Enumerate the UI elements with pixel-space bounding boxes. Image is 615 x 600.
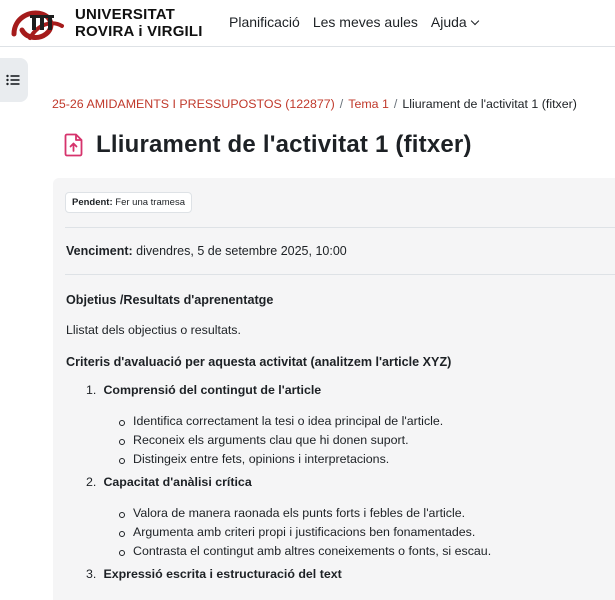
nav-link-les-meves-aules[interactable]: Les meves aules xyxy=(312,14,418,30)
criteria-heading: Criteris d'avaluació per aquesta activitat (analitzem l'article XYZ) xyxy=(66,355,452,369)
page-title: Lliurament de l'activitat 1 (fitxer) xyxy=(96,131,472,158)
list-icon xyxy=(6,74,20,86)
objectives-heading: Objetius /Resultats d'aprenentatge xyxy=(66,293,274,307)
primary-navigation xyxy=(229,14,478,30)
due-value: divendres, 5 de setembre 2025, 10:00 xyxy=(136,244,347,258)
criterion-subitems xyxy=(133,412,615,469)
criterion-subitems xyxy=(133,504,615,561)
breadcrumb-section[interactable]: Tema 1 xyxy=(348,97,389,111)
status-text: Fer una tramesa xyxy=(115,197,185,208)
criterion-item xyxy=(86,565,615,583)
objectives-intro: Llistat dels objectius o resultats. xyxy=(66,323,241,337)
ajuda-label: Ajuda xyxy=(430,14,467,30)
criterion-title-text: Comprensió del contingut de l'article xyxy=(103,383,322,397)
status-label: Pendent: xyxy=(72,197,113,208)
list-item: Contrasta el contingut amb altres coneixements o fonts, si escau. xyxy=(133,542,615,561)
breadcrumb-separator: / xyxy=(393,97,398,111)
breadcrumb-separator: / xyxy=(339,97,344,111)
page-header xyxy=(64,131,472,159)
breadcrumb-current: Lliurament de l'activitat 1 (fitxer) xyxy=(402,97,577,111)
list-item: Valora de manera raonada els punts forts i febles de l'article. xyxy=(133,504,615,523)
divider xyxy=(65,274,615,275)
due-date xyxy=(66,244,347,258)
activity-panel xyxy=(53,178,615,600)
breadcrumb-course[interactable]: 25-26 AMIDAMENTS I PRESSUPOSTOS (122877) xyxy=(52,97,335,111)
list-item: Identifica correctament la tesi o idea principal de l'article. xyxy=(133,412,615,431)
criterion-title xyxy=(86,381,615,399)
criterion-title-text: Expressió escrita i estructuració del text xyxy=(103,567,342,581)
criterion-title xyxy=(86,565,615,583)
brand-line-1: UNIVERSITAT xyxy=(75,6,175,23)
criterion-item xyxy=(86,381,615,469)
nav-link-planificacio[interactable]: Planificació xyxy=(229,14,300,30)
criteria-list xyxy=(88,381,615,583)
completion-status xyxy=(65,192,192,213)
chevron-down-icon xyxy=(470,17,478,25)
criterion-number: 1. xyxy=(86,383,97,397)
list-item: Argumenta amb criteri propi i justificacions ben fonamentades. xyxy=(133,523,615,542)
activity-description xyxy=(66,291,615,596)
criterion-number: 2. xyxy=(86,475,97,489)
divider xyxy=(65,227,615,228)
criterion-item xyxy=(86,473,615,561)
university-logo[interactable] xyxy=(8,4,68,44)
university-name[interactable] xyxy=(75,6,203,40)
due-label: Venciment: xyxy=(66,244,133,258)
list-item: Distingeix entre fets, opinions i interpretacions. xyxy=(133,450,615,469)
brand-line-2: ROVIRA i VIRGILI xyxy=(75,23,203,40)
criterion-title-text: Capacitat d'anàlisi crítica xyxy=(103,475,252,489)
nav-link-ajuda[interactable] xyxy=(431,14,478,30)
status-badge xyxy=(65,192,192,213)
criterion-number: 3. xyxy=(86,567,97,581)
breadcrumb xyxy=(52,97,577,111)
file-upload-icon xyxy=(64,133,84,157)
top-navbar xyxy=(0,0,615,47)
course-index-toggle[interactable] xyxy=(0,58,28,102)
list-item: Reconeix els arguments clau que hi donen suport. xyxy=(133,431,615,450)
criterion-title xyxy=(86,473,615,491)
